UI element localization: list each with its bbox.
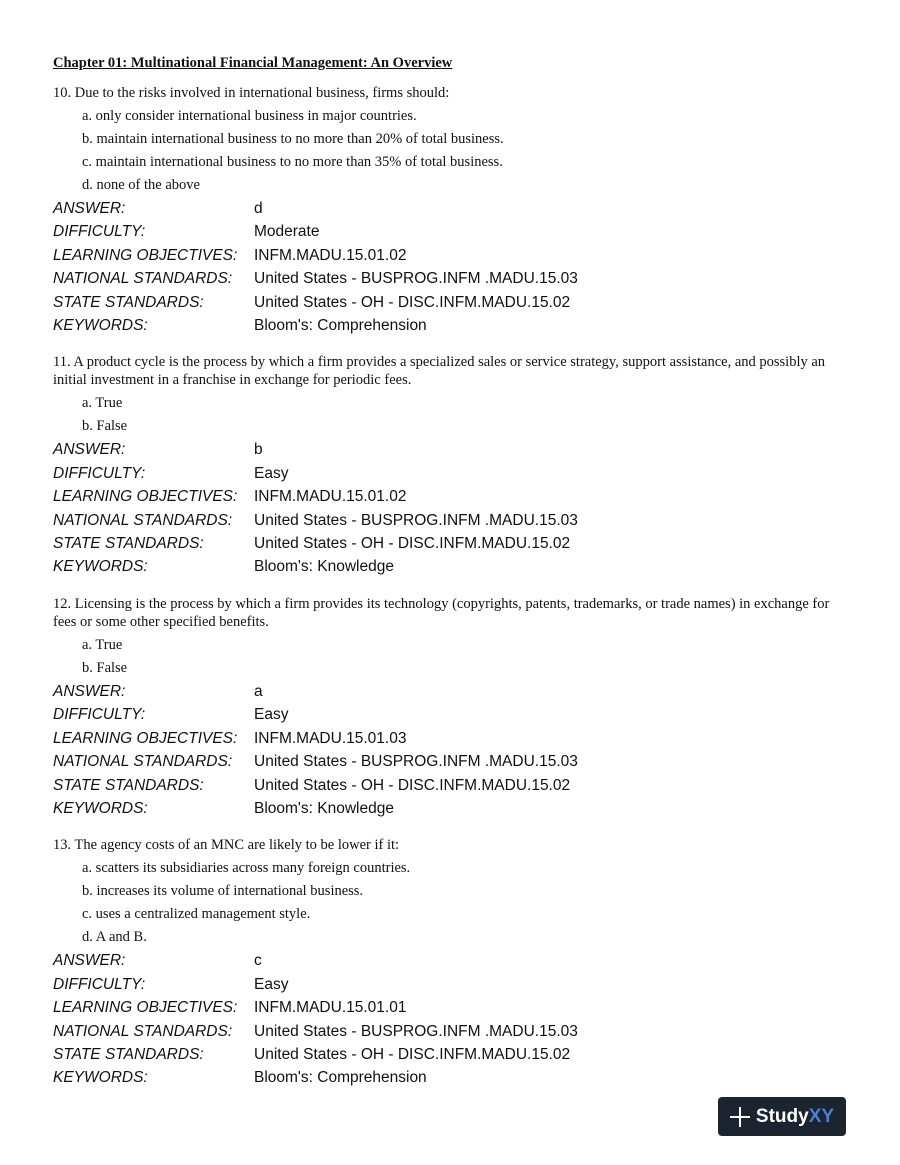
answer-option: a. only consider international business in major countries. — [82, 108, 417, 124]
answer-option: b. increases its volume of international business. — [82, 883, 364, 900]
meta-label: DIFFICULTY: — [53, 223, 146, 241]
meta-label: ANSWER: — [53, 200, 126, 217]
meta-value: United States - OH - DISC.INFM.MADU.15.02 — [254, 535, 571, 553]
meta-row-keywords — [53, 1066, 853, 1089]
meta-value: INFM.MADU.15.01.02 — [254, 488, 407, 506]
meta-row-learning-objectives — [53, 727, 853, 750]
meta-label: NATIONAL STANDARDS: — [53, 753, 233, 771]
meta-label: DIFFICULTY: — [53, 975, 146, 993]
meta-value: Moderate — [254, 223, 320, 241]
meta-row-state-standards — [53, 532, 853, 555]
meta-value: United States - OH - DISC.INFM.MADU.15.02 — [254, 776, 571, 794]
meta-row-state-standards — [53, 1043, 853, 1066]
meta-row-difficulty — [53, 220, 853, 243]
meta-label: LEARNING OBJECTIVES: — [53, 999, 238, 1017]
meta-value: Easy — [254, 464, 289, 482]
answer-option: b. False — [82, 659, 128, 676]
meta-row-difficulty — [53, 703, 853, 726]
meta-label: NATIONAL STANDARDS: — [53, 270, 233, 288]
meta-value: INFM.MADU.15.01.02 — [254, 246, 407, 264]
answer-option: a. True — [82, 395, 123, 412]
answer-option: b. maintain international business to no more than 20% of total business. — [82, 131, 504, 147]
meta-label: NATIONAL STANDARDS: — [53, 511, 233, 529]
meta-label: STATE STANDARDS: — [53, 776, 204, 794]
document-page — [53, 54, 853, 1106]
meta-value: d — [254, 200, 263, 217]
meta-row-answer — [53, 949, 853, 972]
meta-label: ANSWER: — [53, 682, 126, 700]
question-list — [53, 84, 853, 1090]
studyxy-logo — [718, 1097, 846, 1136]
logo-text-main: Study — [755, 1105, 809, 1127]
question-text: 11. A product cycle is the process by which a firm provides a specialized sales or service strategy, support assistance, and possibly an initial investment in a franchise in exchange for periodic fees. — [53, 354, 826, 389]
answer-option: b. False — [82, 418, 128, 435]
meta-label: NATIONAL STANDARDS: — [53, 1022, 233, 1040]
meta-row-answer — [53, 197, 853, 220]
meta-value: Bloom's: Comprehension — [254, 317, 427, 335]
meta-label: ANSWER: — [53, 952, 126, 970]
meta-row-difficulty — [53, 973, 853, 996]
meta-label: ANSWER: — [53, 441, 126, 459]
meta-value: United States - BUSPROG.INFM .MADU.15.03 — [254, 1022, 578, 1040]
question-block — [53, 595, 853, 820]
meta-row-state-standards — [53, 774, 853, 797]
meta-value: United States - OH - DISC.INFM.MADU.15.02 — [254, 293, 571, 311]
logo-text-accent: XY — [808, 1105, 835, 1127]
meta-label: STATE STANDARDS: — [53, 1045, 204, 1063]
meta-label: LEARNING OBJECTIVES: — [53, 246, 238, 264]
meta-row-learning-objectives — [53, 244, 853, 267]
meta-value: United States - OH - DISC.INFM.MADU.15.02 — [254, 1045, 571, 1063]
answer-option: c. maintain international business to no more than 35% of total business. — [82, 154, 503, 170]
meta-label: DIFFICULTY: — [53, 464, 146, 482]
meta-value: INFM.MADU.15.01.03 — [254, 729, 407, 747]
meta-row-national-standards — [53, 750, 853, 773]
meta-row-state-standards — [53, 291, 853, 314]
meta-row-keywords — [53, 555, 853, 578]
question-text: 12. Licensing is the process by which a firm provides its technology (copyrights, patents, trademarks, or trade names) in exchange for fees or some other specified benefits. — [53, 595, 830, 630]
meta-label: LEARNING OBJECTIVES: — [53, 729, 238, 747]
meta-row-national-standards — [53, 1020, 853, 1043]
question-text: 10. Due to the risks involved in international business, firms should: — [53, 85, 450, 101]
meta-label: STATE STANDARDS: — [53, 293, 204, 311]
chapter-title: Chapter 01: Multinational Financial Management: An Overview — [53, 55, 453, 71]
question-block — [53, 353, 853, 578]
meta-label: KEYWORDS: — [53, 558, 148, 576]
meta-value: INFM.MADU.15.01.01 — [254, 999, 407, 1017]
meta-value: United States - BUSPROG.INFM .MADU.15.03 — [254, 753, 578, 771]
answer-option: d. A and B. — [82, 929, 147, 946]
meta-value: Bloom's: Knowledge — [254, 799, 394, 817]
meta-value: a — [254, 682, 263, 700]
meta-row-learning-objectives — [53, 996, 853, 1019]
meta-value: Bloom's: Knowledge — [254, 558, 394, 576]
meta-label: KEYWORDS: — [53, 317, 148, 335]
meta-row-answer — [53, 438, 853, 461]
meta-value: Easy — [254, 975, 289, 993]
meta-row-learning-objectives — [53, 485, 853, 508]
question-text: 13. The agency costs of an MNC are likely to be lower if it: — [53, 837, 400, 854]
meta-row-keywords — [53, 314, 853, 337]
meta-value: Bloom's: Comprehension — [254, 1069, 427, 1087]
answer-option: d. none of the above — [82, 177, 200, 193]
answer-option: a. True — [82, 636, 123, 653]
question-block — [53, 836, 853, 1089]
meta-value: b — [254, 441, 263, 459]
meta-label: KEYWORDS: — [53, 799, 148, 817]
meta-label: KEYWORDS: — [53, 1069, 148, 1087]
answer-option: a. scatters its subsidiaries across many foreign countries. — [82, 860, 411, 877]
plus-icon — [730, 1107, 750, 1127]
meta-row-answer — [53, 680, 853, 703]
meta-value: United States - BUSPROG.INFM .MADU.15.03 — [254, 511, 578, 529]
answer-option: c. uses a centralized management style. — [82, 906, 311, 923]
meta-value: Easy — [254, 706, 289, 724]
meta-value: c — [254, 952, 262, 970]
meta-value: United States - BUSPROG.INFM .MADU.15.03 — [254, 270, 578, 288]
meta-row-keywords — [53, 797, 853, 820]
meta-row-national-standards — [53, 509, 853, 532]
meta-row-difficulty — [53, 462, 853, 485]
meta-label: STATE STANDARDS: — [53, 535, 204, 553]
meta-label: DIFFICULTY: — [53, 706, 146, 724]
meta-label: LEARNING OBJECTIVES: — [53, 488, 238, 506]
question-block — [53, 84, 853, 337]
meta-row-national-standards — [53, 267, 853, 290]
